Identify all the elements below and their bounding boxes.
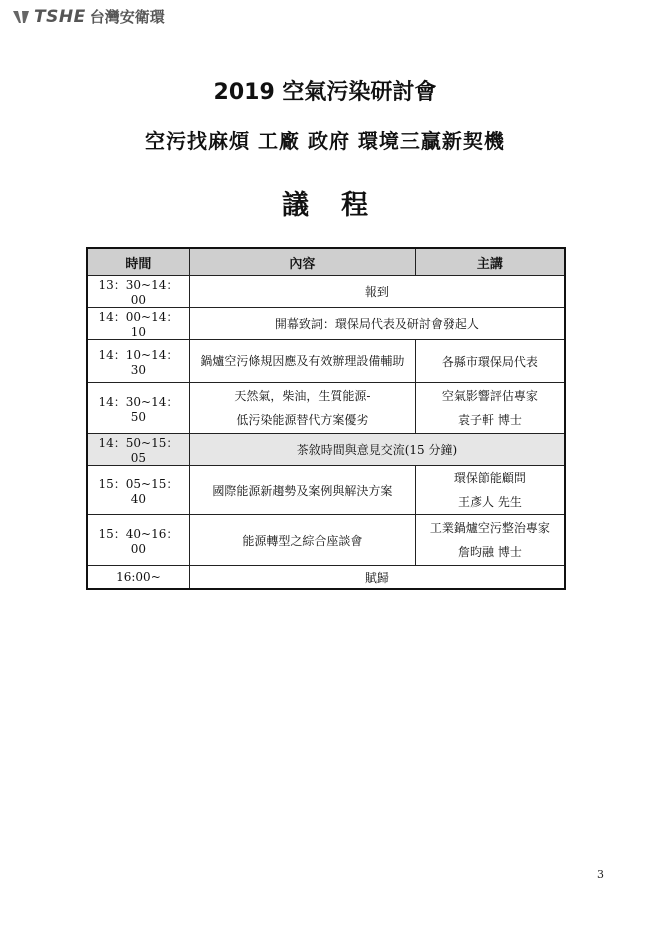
event-title: 2019 空氣污染研討會 <box>213 80 437 105</box>
table-row <box>87 276 565 308</box>
row-content: 能源轉型之綜合座談會 <box>189 515 415 566</box>
row-time: 14：50~15：05 <box>87 434 189 466</box>
agenda-table <box>86 247 566 590</box>
content-line: 天然氣，柴油，生質能源- <box>234 389 371 403</box>
table-row <box>87 340 565 383</box>
header-speaker: 主講 <box>415 248 565 276</box>
row-speaker <box>415 383 565 434</box>
table-row <box>87 434 565 466</box>
table-row <box>87 383 565 434</box>
speaker-title: 工業鍋爐空污整治專家 <box>429 521 550 535</box>
row-time: 14：30~14：50 <box>87 383 189 434</box>
speaker-name: 王彥人 先生 <box>458 495 522 509</box>
row-content: 報到 <box>189 276 565 308</box>
row-content: 賦歸 <box>189 566 565 590</box>
table-header-row <box>87 248 565 276</box>
logo-text-zh: 台灣安衛環 <box>89 8 165 26</box>
row-speaker <box>415 466 565 515</box>
row-speaker: 各縣市環保局代表 <box>415 340 565 383</box>
speaker-name: 詹昀融 博士 <box>458 545 522 559</box>
speaker-title: 空氣影響評估專家 <box>441 389 538 403</box>
page-number: 3 <box>597 868 604 881</box>
row-content: 茶敘時間與意見交流(15 分鐘) <box>189 434 565 466</box>
row-time: 15：40~16：00 <box>87 515 189 566</box>
header-content: 內容 <box>189 248 415 276</box>
company-logo <box>12 6 165 27</box>
row-content: 開幕致詞：環保局代表及研討會發起人 <box>189 308 565 340</box>
speaker-title: 環保節能顧問 <box>453 471 526 485</box>
table-row <box>87 515 565 566</box>
table-row <box>87 466 565 515</box>
table-row <box>87 566 565 590</box>
row-time: 14：10~14：30 <box>87 340 189 383</box>
logo-text-en: TSHE <box>34 6 86 27</box>
row-time: 15：05~15：40 <box>87 466 189 515</box>
row-content: 鍋爐空污條規因應及有效辦理設備輔助 <box>189 340 415 383</box>
row-content <box>189 383 415 434</box>
table-row <box>87 308 565 340</box>
row-time: 13：30~14：00 <box>87 276 189 308</box>
row-content: 國際能源新趨勢及案例與解決方案 <box>189 466 415 515</box>
header-time: 時間 <box>87 248 189 276</box>
speaker-name: 袁子軒 博士 <box>458 413 522 427</box>
tshe-logo-icon <box>12 9 30 25</box>
agenda-heading: 議程 <box>282 190 400 221</box>
event-subtitle: 空污找麻煩 工廠 政府 環境三贏新契機 <box>145 129 505 153</box>
row-time: 16:00~ <box>87 566 189 590</box>
content-line: 低污染能源替代方案優劣 <box>236 413 369 427</box>
row-time: 14：00~14：10 <box>87 308 189 340</box>
row-speaker <box>415 515 565 566</box>
